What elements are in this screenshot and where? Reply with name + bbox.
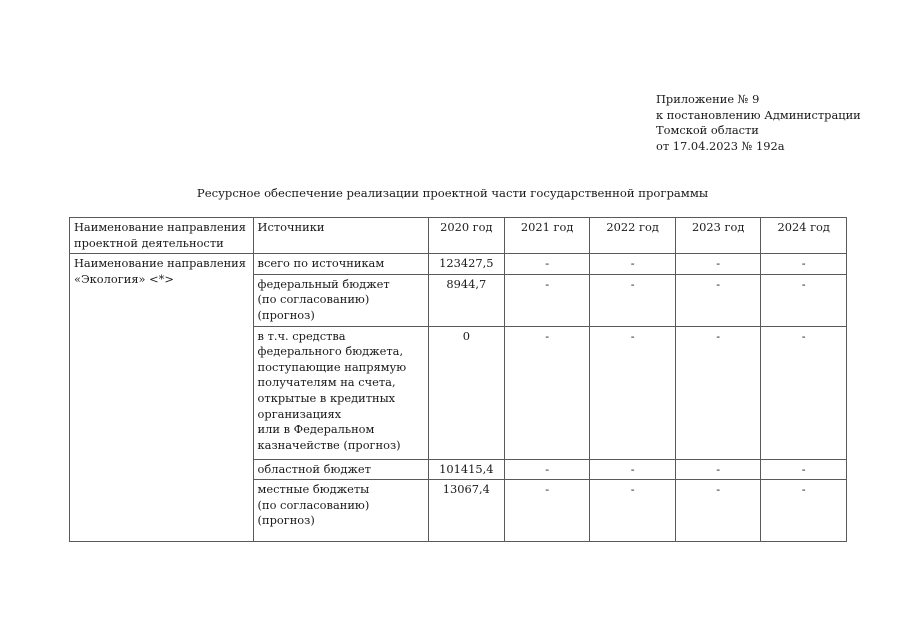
source-line: организациях (257, 406, 342, 421)
resource-table (69, 217, 847, 542)
source-line: открытые в кредитных (257, 390, 396, 405)
header-direction-line: Наименование направления (74, 220, 246, 234)
source-cell (253, 254, 428, 275)
table-header-row (70, 218, 847, 254)
value-cell: - (504, 326, 590, 459)
direction-name-line: «Экология» <*> (74, 271, 174, 286)
source-line: федерального бюджета, (257, 344, 404, 359)
source-line: областной бюджет (257, 461, 371, 476)
source-cell (253, 326, 428, 459)
source-line: (по согласованию) (257, 497, 370, 512)
appendix-line: Томской области (656, 123, 759, 138)
source-line: или в Федеральном (257, 422, 375, 437)
source-line: (прогноз) (257, 307, 315, 322)
source-line: местные бюджеты (257, 482, 370, 497)
value-cell: - (590, 274, 676, 326)
header-year: 2021 год (504, 218, 590, 254)
document-title: Ресурсное обеспечение реализации проектной части государственной программы (196, 186, 709, 200)
appendix-line: Приложение № 9 (656, 92, 760, 106)
header-year: 2022 год (590, 218, 676, 254)
appendix-line: к постановлению Администрации (656, 107, 861, 122)
source-line: в т.ч. средства (257, 328, 346, 343)
header-year: 2020 год (428, 218, 504, 254)
header-year: 2024 год (761, 218, 847, 254)
source-line: (по согласованию) (257, 292, 370, 307)
source-cell (253, 480, 428, 542)
value-cell: - (675, 459, 761, 480)
value-cell: - (590, 326, 676, 459)
value-cell: 13067,4 (428, 480, 504, 542)
header-sources: Источники (253, 218, 428, 254)
source-line: (прогноз) (257, 513, 315, 528)
value-cell: - (675, 326, 761, 459)
table-row (70, 254, 847, 275)
appendix-line: от 17.04.2023 № 192а (656, 138, 785, 153)
value-cell: - (761, 480, 847, 542)
value-cell: 8944,7 (428, 274, 504, 326)
source-line: всего по источникам (257, 256, 385, 271)
source-line: казначействе (прогноз) (257, 437, 401, 452)
value-cell: - (504, 274, 590, 326)
source-cell (253, 459, 428, 480)
value-cell: - (504, 254, 590, 275)
header-direction (70, 218, 254, 254)
source-line: федеральный бюджет (257, 276, 390, 291)
header-year: 2023 год (675, 218, 761, 254)
source-line: поступающие напрямую (257, 359, 407, 374)
value-cell: - (761, 274, 847, 326)
source-line: получателям на счета, (257, 375, 396, 390)
value-cell: 123427,5 (428, 254, 504, 275)
source-cell (253, 274, 428, 326)
value-cell: - (590, 254, 676, 275)
value-cell: - (504, 459, 590, 480)
value-cell: - (675, 254, 761, 275)
value-cell: - (761, 326, 847, 459)
direction-name-line: Наименование направления (74, 256, 246, 271)
header-direction-line: проектной деятельности (74, 235, 224, 250)
appendix-note (656, 92, 861, 154)
value-cell: - (675, 274, 761, 326)
value-cell: 0 (428, 326, 504, 459)
value-cell: - (761, 459, 847, 480)
value-cell: - (590, 480, 676, 542)
value-cell: - (761, 254, 847, 275)
direction-name-cell (70, 254, 254, 542)
value-cell: 101415,4 (428, 459, 504, 480)
value-cell: - (590, 459, 676, 480)
value-cell: - (675, 480, 761, 542)
value-cell: - (504, 480, 590, 542)
